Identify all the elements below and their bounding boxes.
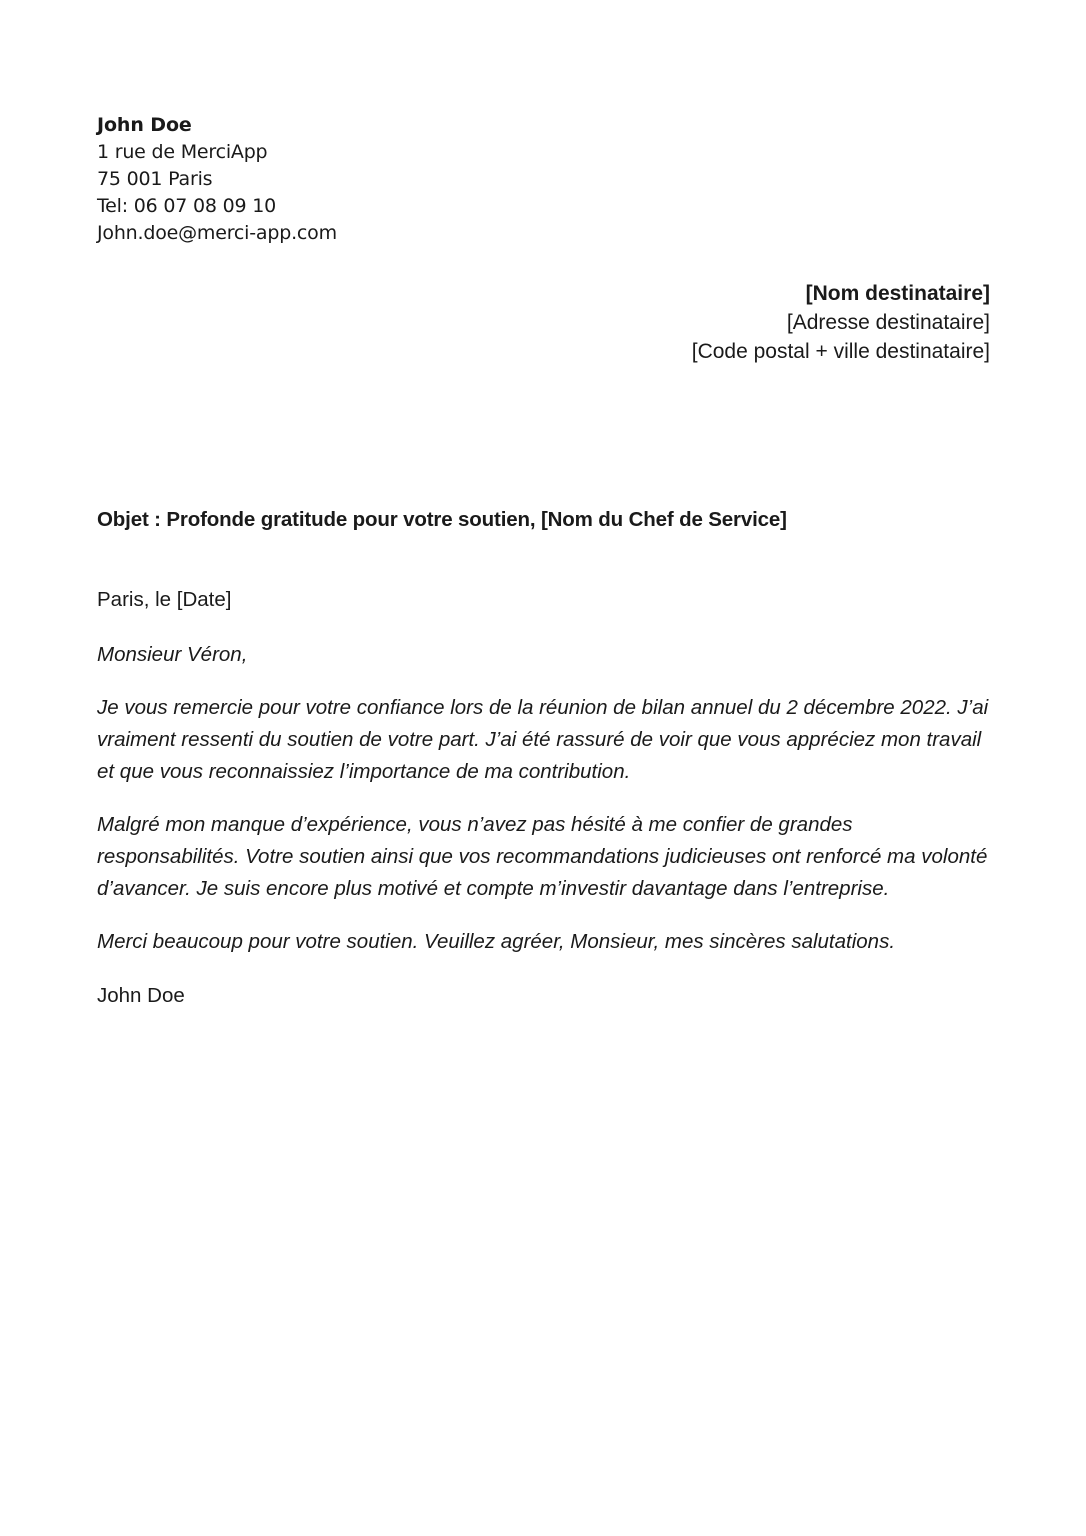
body-paragraph-3: Merci beaucoup pour votre soutien. Veuillez agréer, Monsieur, mes sincères salutations. [97,930,896,953]
sender-name: John Doe [97,114,192,136]
sender-city: 75 001 Paris [97,168,213,190]
body-paragraph-2: Malgré mon manque d’expérience, vous n’avez pas hésité à me confier de grandes responsabilités. Votre soutien ainsi que vos recommandations judicieuses ont renforcé ma volonté d’avancer. Je suis encore plus motivé et compte m’investir davantage dans l’entreprise. [97,813,988,900]
recipient-city: [Code postal + ville destinataire] [691,340,990,363]
signature-name: John Doe [97,984,185,1007]
recipient-address: [Adresse destinataire] [786,311,990,334]
sender-address-block [97,112,990,247]
body-paragraph-1: Je vous remercie pour votre confiance lors de la réunion de bilan annuel du 2 décembre 2022. J’ai vraiment ressenti du soutien de votre part. J’ai été rassuré de voir que vous appréciez mon travail et que vous reconnaissiez l’importance de ma contribution. [97,696,989,783]
salutation: Monsieur Véron, [97,643,248,666]
date-line: Paris, le [Date] [97,588,232,611]
recipient-address-block [97,279,990,366]
letter-content [97,0,990,1012]
recipient-name: [Nom destinataire] [805,282,990,305]
sender-street: 1 rue de MerciApp [97,141,268,163]
sender-email: John.doe@merci-app.com [97,222,337,244]
subject-line: Objet : Profonde gratitude pour votre soutien, [Nom du Chef de Service] [97,508,787,531]
sender-phone: Tel: 06 07 08 09 10 [97,195,277,217]
